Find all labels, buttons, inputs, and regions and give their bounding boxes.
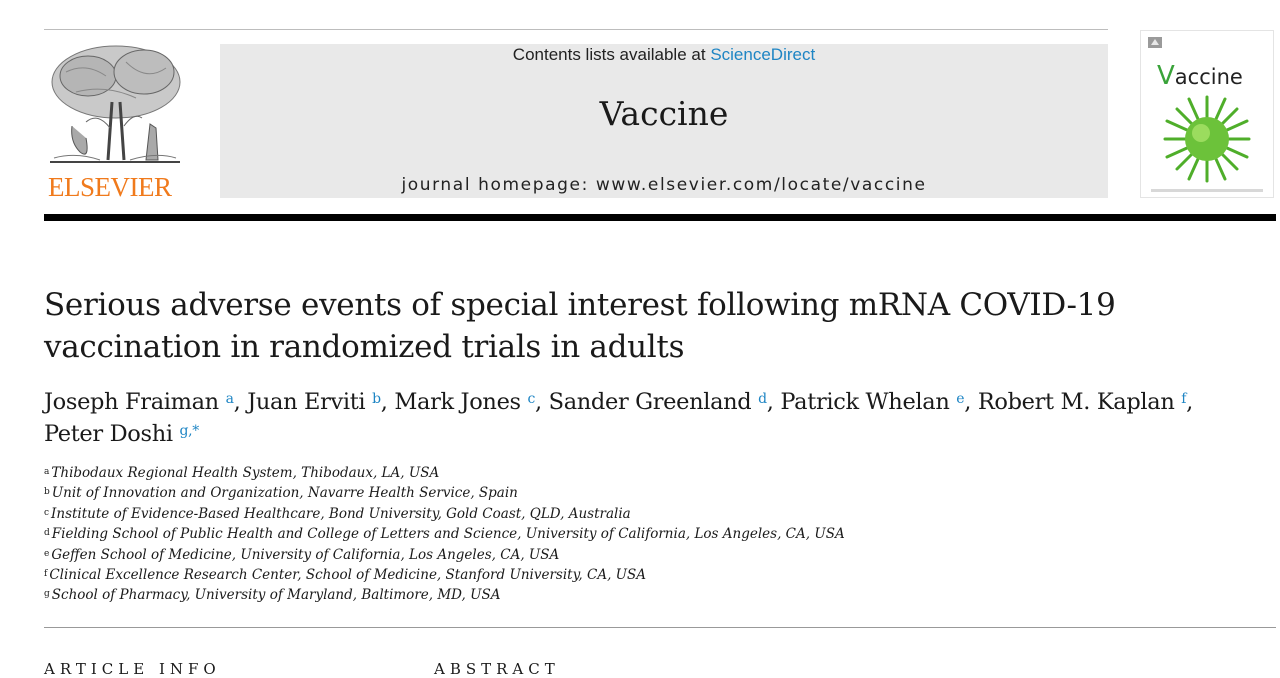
- affiliation-text: Geffen School of Medicine, University of California, Los Angeles, CA, USA: [51, 546, 560, 563]
- affiliation-text: Clinical Excellence Research Center, School of Medicine, Stanford University, CA, USA: [49, 567, 647, 584]
- affiliation-item: [44, 504, 1044, 524]
- elsevier-badge-icon: [1148, 37, 1162, 48]
- cover-title-initial: V: [1157, 61, 1175, 91]
- affiliation-key: f: [44, 569, 48, 580]
- author-name: Peter Doshi: [44, 421, 173, 447]
- author-affiliation-link[interactable]: b: [372, 391, 381, 407]
- affiliation-key: e: [44, 548, 50, 559]
- sciencedirect-link[interactable]: ScienceDirect: [710, 45, 816, 64]
- virus-icon: [1161, 93, 1253, 185]
- author-affiliation-link[interactable]: d: [758, 391, 767, 407]
- header-divider: [44, 214, 1276, 221]
- author-separator: ,: [1186, 389, 1193, 415]
- author-separator: ,: [380, 389, 395, 415]
- affiliation-text: School of Pharmacy, University of Maryland, Baltimore, MD, USA: [51, 587, 501, 604]
- affiliation-key: b: [44, 487, 50, 498]
- author-separator: ,: [964, 389, 978, 415]
- affiliation-key: g: [44, 589, 50, 600]
- affiliation-text: Fielding School of Public Health and College of Letters and Science, University of California, Los Angeles, CA, USA: [51, 526, 845, 543]
- journal-homepage-link[interactable]: journal homepage: www.elsevier.com/locate/vaccine: [401, 175, 927, 195]
- author-affiliation-link[interactable]: f: [1181, 391, 1187, 407]
- affiliation-text: Thibodaux Regional Health System, Thibodaux, LA, USA: [51, 465, 440, 481]
- affiliation-text: Institute of Evidence-Based Healthcare, Bond University, Gold Coast, QLD, Australia: [51, 505, 631, 522]
- cover-title-rest: accine: [1174, 65, 1243, 89]
- author-separator: ,: [766, 389, 781, 415]
- cover-fine-print: [1151, 189, 1263, 192]
- elsevier-logo[interactable]: [44, 40, 186, 200]
- author-list: [44, 386, 1264, 450]
- section-divider: [44, 627, 1276, 628]
- article-info-heading: ARTICLE INFO: [44, 660, 221, 678]
- author-name: Juan Erviti: [247, 389, 366, 415]
- abstract-heading: ABSTRACT: [434, 660, 560, 678]
- journal-title[interactable]: Vaccine: [599, 94, 729, 133]
- contents-prefix: Contents lists available at: [512, 45, 706, 64]
- author-affiliation-link[interactable]: a: [225, 391, 234, 407]
- affiliation-item: [44, 545, 1044, 565]
- journal-header-banner: [220, 44, 1108, 198]
- contents-line: [220, 45, 1108, 65]
- affiliation-key: a: [44, 467, 50, 477]
- author-name: Mark Jones: [394, 389, 521, 415]
- author-name: Sander Greenland: [548, 389, 752, 415]
- affiliation-item: [44, 565, 1044, 585]
- journal-cover-thumbnail[interactable]: [1140, 30, 1274, 198]
- author-affiliation-link[interactable]: c: [527, 391, 536, 407]
- top-rule: [44, 29, 1108, 30]
- article-title-line-2: vaccination in randomized trials in adults: [44, 329, 685, 365]
- author-affiliation-link[interactable]: g,*: [179, 423, 199, 439]
- affiliation-item: [44, 483, 1044, 503]
- affiliation-item: [44, 463, 1044, 483]
- article-title-line-1: Serious adverse events of special interest following mRNA COVID-19: [44, 287, 1116, 323]
- tree-icon: [46, 42, 184, 170]
- author-separator: ,: [535, 389, 549, 415]
- cover-title: [1157, 61, 1243, 91]
- affiliation-list: [44, 463, 1044, 606]
- affiliation-text: Unit of Innovation and Organization, Navarre Health Service, Spain: [51, 485, 518, 502]
- publisher-wordmark: ELSEVIER: [48, 172, 172, 202]
- author-name: Robert M. Kaplan: [977, 389, 1175, 415]
- author-separator: ,: [233, 389, 248, 415]
- author-affiliation-link[interactable]: e: [956, 391, 965, 407]
- affiliation-item: [44, 585, 1044, 605]
- affiliation-key: d: [44, 528, 50, 539]
- author-name: Patrick Whelan: [780, 389, 950, 415]
- article-title: [44, 284, 1164, 368]
- affiliation-item: [44, 524, 1044, 544]
- affiliation-key: c: [44, 507, 50, 518]
- author-name: Joseph Fraiman: [44, 389, 219, 415]
